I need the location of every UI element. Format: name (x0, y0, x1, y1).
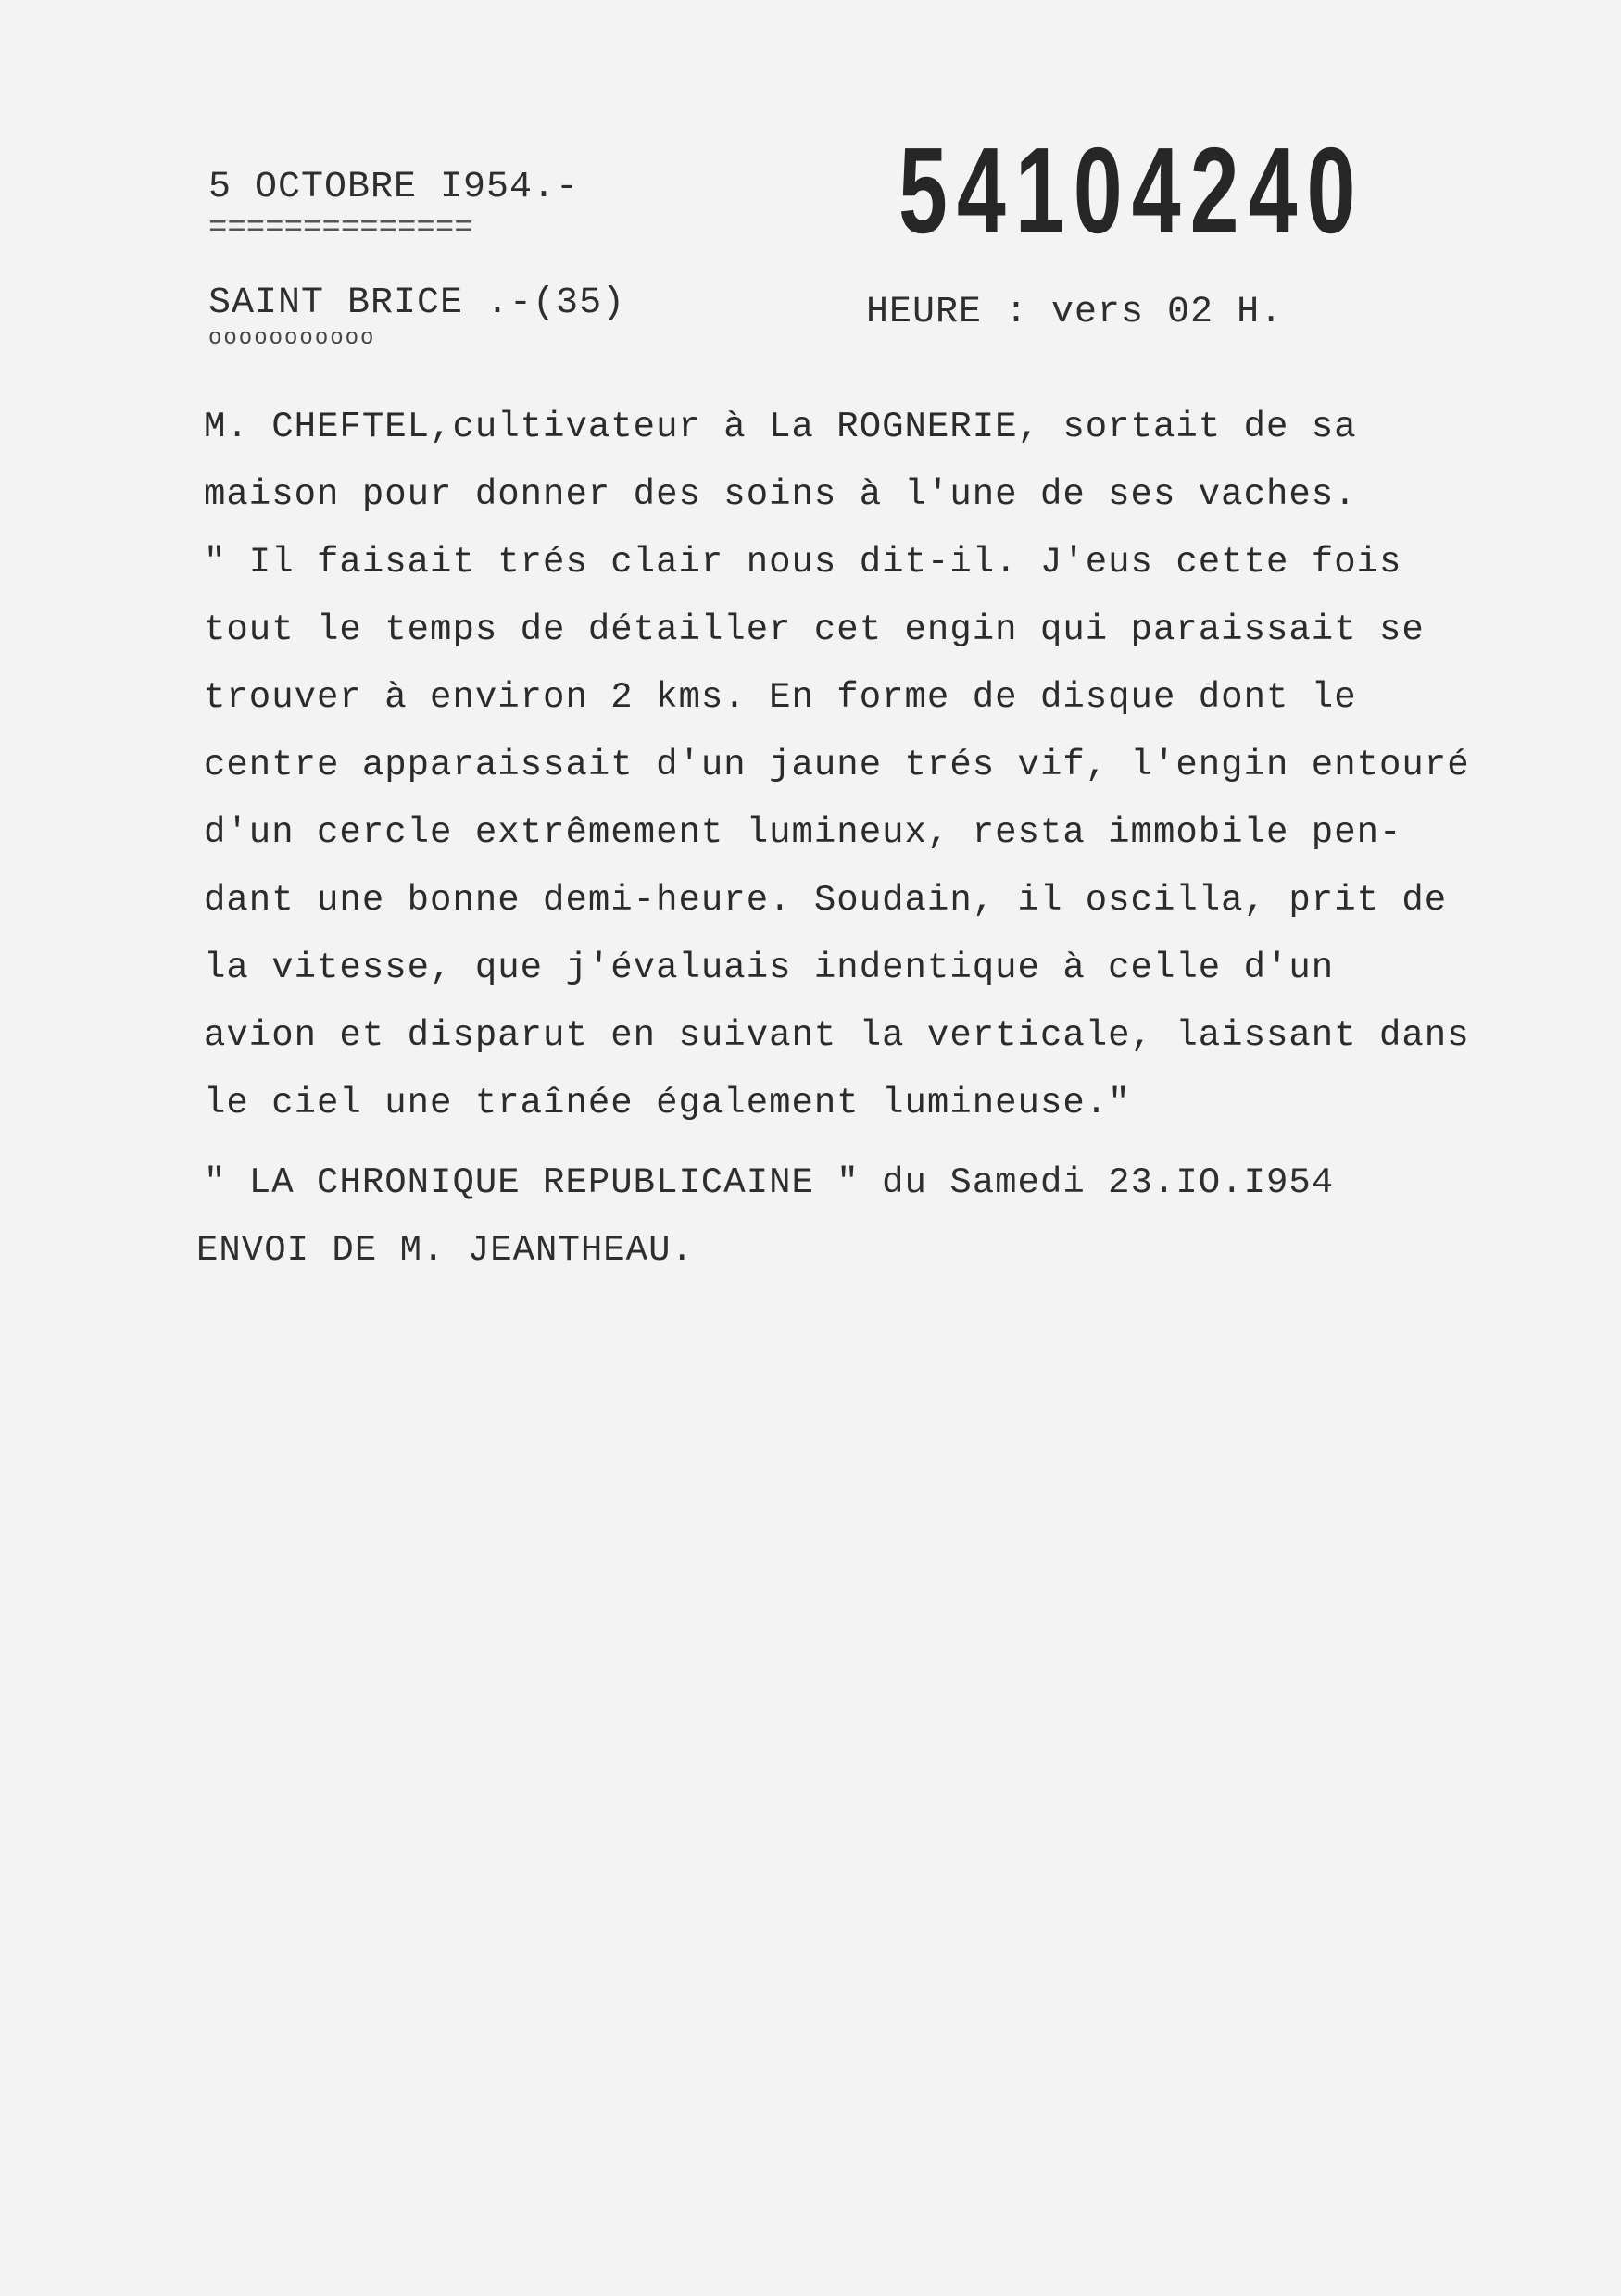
body-line: d'un cercle extrêmement lumineux, resta immobile pen- (204, 812, 1402, 853)
testimony-body (204, 394, 1575, 1137)
body-line: M. CHEFTEL,cultivateur à La ROGNERIE, sortait de sa (204, 407, 1357, 447)
body-line: centre apparaissait d'un jaune trés vif, l'engin entouré (204, 745, 1470, 785)
envoi-line: ENVOI DE M. JEANTHEAU. (196, 1230, 694, 1271)
body-line: avion et disparut en suivant la verticale, laissant dans (204, 1015, 1470, 1056)
body-line: dant une bonne demi-heure. Soudain, il oscilla, prit de (204, 880, 1448, 921)
location-underline: ooooooooooo (208, 326, 376, 351)
source-citation: " LA CHRONIQUE REPUBLICAINE " du Samedi 23.IO.I954 (204, 1162, 1335, 1203)
document-stamp-number: 54104240 (898, 122, 1365, 258)
document-hour: HEURE : vers 02 H. (866, 292, 1284, 333)
document-location: SAINT BRICE .-(35) (208, 282, 626, 324)
document-date: 5 OCTOBRE I954.- (208, 167, 580, 208)
body-line: maison pour donner des soins à l'une de ses vaches. (204, 474, 1357, 515)
body-line: la vitesse, que j'évaluais indentique à celle d'un (204, 947, 1335, 988)
date-underline: ============== (208, 211, 473, 246)
body-line: le ciel une traînée également lumineuse." (204, 1083, 1131, 1123)
body-line: trouver à environ 2 kms. En forme de disque dont le (204, 677, 1357, 718)
body-line: " Il faisait trés clair nous dit-il. J'eus cette fois (204, 542, 1402, 583)
body-line: tout le temps de détailler cet engin qui paraissait se (204, 609, 1425, 650)
